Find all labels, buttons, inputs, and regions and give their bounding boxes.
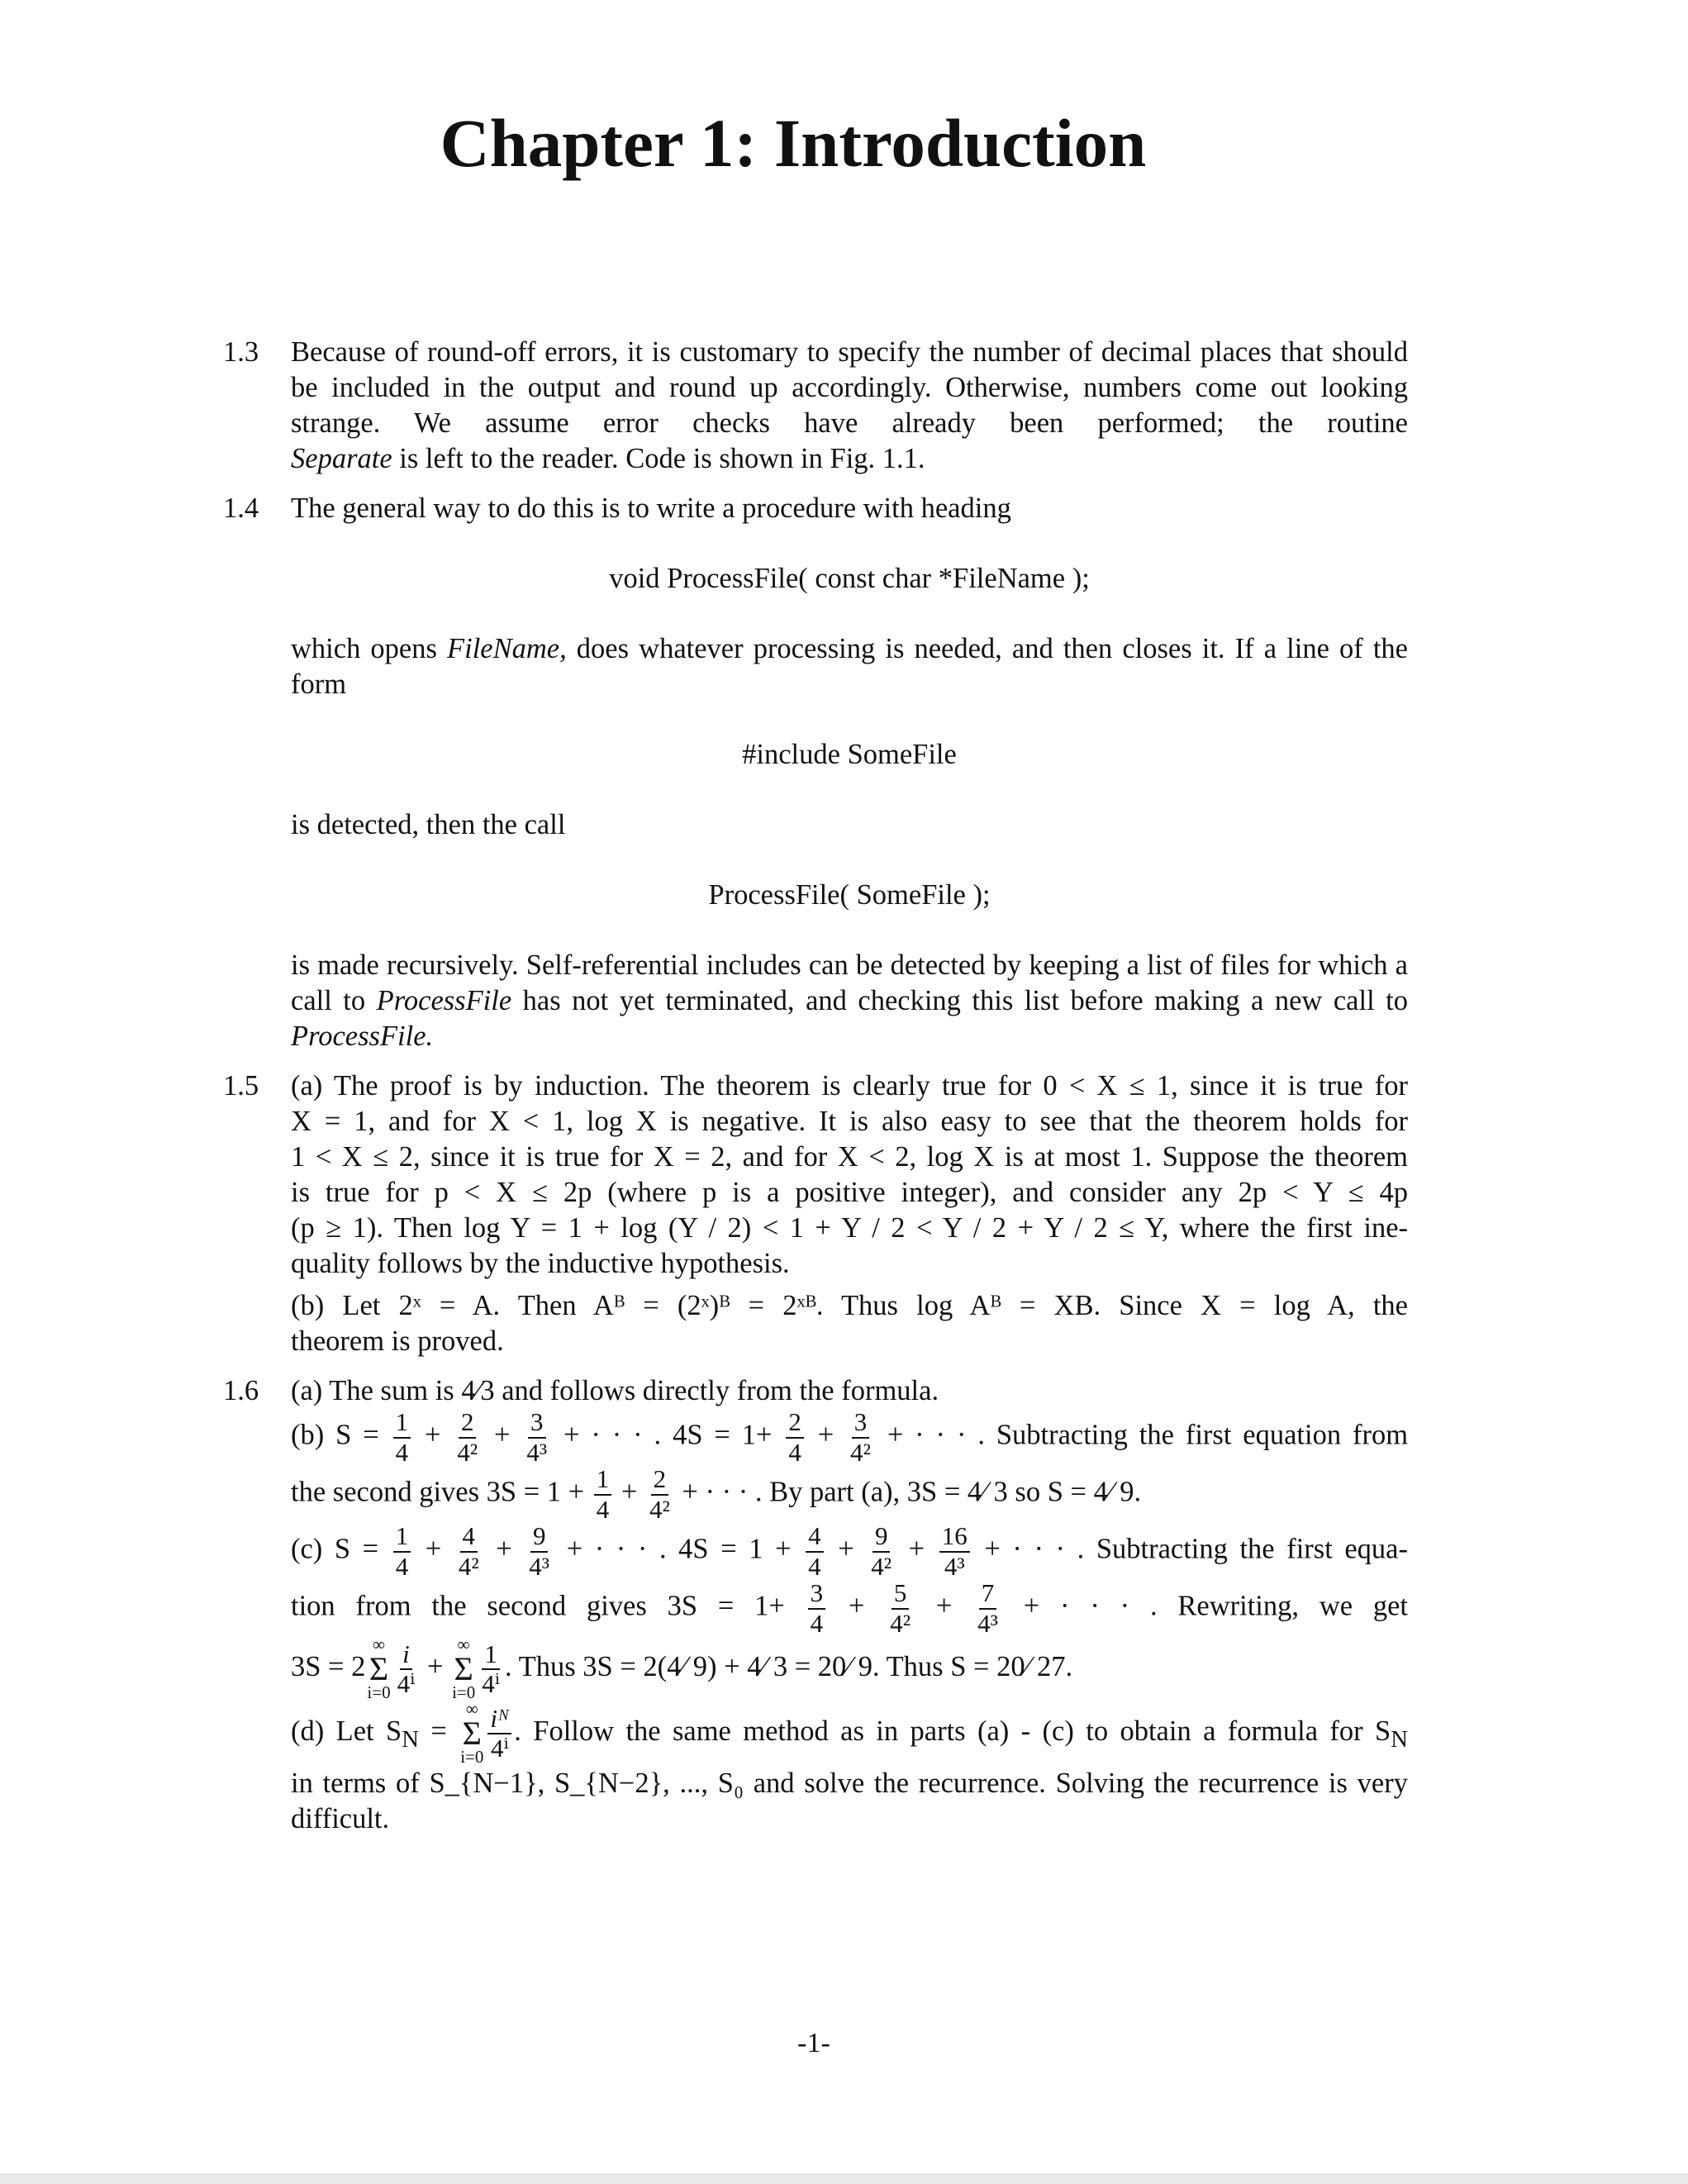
fraction: $\frac{3}{\text{4²}}$ [850, 1407, 871, 1467]
fraction: $\frac{9}{\text{4³}}$ [529, 1521, 550, 1581]
fraction: $\frac{i}{\text{4ⁱ}}$ [397, 1639, 416, 1699]
fraction: $\frac{2}{4}$ [786, 1409, 804, 1466]
exercise-text: is detected, then the call [291, 809, 566, 840]
fraction: $\frac{1}{\text{4ⁱ}}$ [482, 1639, 500, 1699]
formula-line: (c) S = $\frac{1}{4}$ + $\frac{4}{\text{4²}}$ + $\frac{9}{\text{4³}}$ + · · · . 4S = 1 + $\frac{4}{4}$ + $\frac{9}{\text{4²}}$ + $\frac{16}{\text{4³}}$ + · · · . Subtracting the first equa- [291, 1521, 1408, 1581]
fraction: $\frac{4}{4}$ [806, 1523, 824, 1580]
code-line: #include SomeFile [742, 739, 957, 770]
formula-line: (b) S = $\frac{1}{4}$ + $\frac{2}{\text{4²}}$ + $\frac{3}{\text{4³}}$ + · · · . 4S = 1+ $\frac{2}{4}$ + $\frac{3}{\text{4²}}$ + · · · . Subtracting the first equation from [291, 1407, 1409, 1467]
fraction: $\frac{4}{\text{4²}}$ [458, 1521, 479, 1581]
code-line: void ProcessFile( const char *FileName ); [609, 563, 1090, 594]
formula-line: the second gives 3S = 1 + $\frac{1}{4}$ + $\frac{2}{\text{4²}}$ + · · · . By part (a), 3S = 4⁄ 3 so S = 4⁄ 9. [291, 1464, 1142, 1524]
exercise-number: 1.6 [223, 1375, 259, 1406]
page-bottom-edge [0, 2173, 1688, 2184]
fraction: $\frac{9}{\text{4²}}$ [871, 1521, 892, 1581]
exercise-number: 1.5 [223, 1070, 259, 1102]
fraction: $\frac{3}{\text{4³}}$ [526, 1407, 548, 1467]
fraction: $\frac{1}{4}$ [393, 1523, 411, 1580]
routine-name: Separate [291, 443, 392, 474]
fraction: $\frac{2}{\text{4²}}$ [457, 1407, 478, 1467]
formula-line: 3S = 2 ∞ Σ i=0 $\frac{i}{\text{4ⁱ}}$ + ∞ Σ i=0 $\frac{1}{\text{4ⁱ}}$ . Thus 3S = 2(4⁄ 9) + 4⁄ 3 = 20⁄ 9. Thus S = 20⁄ 27. [291, 1634, 1073, 1703]
fraction: $\frac{3}{4}$ [808, 1580, 826, 1637]
fraction: $\frac{16}{\text{4³}}$ [939, 1523, 970, 1580]
page-number: -1- [797, 2028, 830, 2058]
exercise-text: Because of round-off errors, it is customary to specify the number of decimal places that should be included in the output and round up accordingly. Otherwise, numbers come out looking strange. We assume error checks have already been performed; the routine [291, 336, 1408, 439]
exercise-number: 1.3 [223, 336, 259, 368]
fraction: $\frac{1}{4}$ [594, 1466, 612, 1523]
exercise-1-5: 1.5 (a) The proof is by induction. The theorem is clearly true for 0 < X ≤ 1, since it is true for X = 1, and for X < 1, log X is negative. It is also easy to see that the theorem holds for 1 < X ≤ 2, since it is true for X = 2, and for X < 2, log X is at most 1. Suppose the theorem is true for p < X ≤ 2p (where p is a positive integer), and consider any 2p < Y ≤ 4p (p ≥ 1). Then log Y = 1 + log (Y / 2) < 1 + Y / 2 < Y / 2 + Y / 2 ≤ Y, where the first ine- quality follows by the inductive hypothesis. (b) Let 2ˣ = A. Then Aᴮ = (2ˣ)ᴮ = 2ˣᴮ. Thus log Aᴮ = XB. Since X = log A, the theorem is proved. [223, 1070, 1408, 1357]
exercise-1-4: 1.4 The general way to do this is to write a procedure with heading void ProcessFile( const char *FileName ); which opens FileName, does whatever processing is needed, and then closes it. If a line of the form #include SomeFile is detected, then the call ProcessFile( SomeFile ); is made recursively. Self-referential includes can be detected by keeping a list of files for which a call to ProcessFile has not yet terminated, and checking this list before making a new call to ProcessFile. [223, 492, 1408, 1052]
code-line: ProcessFile( SomeFile ); [708, 879, 991, 911]
formula-line: tion from the second gives 3S = 1+ $\frac{3}{4}$ + $\frac{5}{\text{4²}}$ + $\frac{7}{\text{4³}}$ + · · · . Rewriting, we get [291, 1578, 1409, 1638]
exercise-1-3: 1.3 Because of round-off errors, it is customary to specify the number of decimal places that should be included in the output and round up accordingly. Otherwise, numbers come out looking strange. We assume error checks have already been performed; the routine Separate is left to the reader. Code is shown in Fig. 1.1. [223, 336, 1408, 474]
fraction: $\frac{2}{\text{4²}}$ [649, 1464, 670, 1524]
exercise-number: 1.4 [223, 492, 259, 524]
summation: ∞ Σ i=0 [367, 1634, 391, 1703]
exercise-1-6: 1.6 (a) The sum is 4⁄3 and follows directly from the formula. (b) S = $\frac{1}{4}$ + $\frac{2}{\text{4²}}$ + $\frac{3}{\text{4³}}$ + · · · . 4S = 1+ $\frac{2}{4}$ + $\frac{3}{\text{4²}}$ + · · · . Subtracting the first equation from the second gives 3S = 1 + $\frac{1}{4}$ + $\frac{2}{\text{4²}}$ + · · · . By part (a), 3S = 4⁄ 3 so S = 4⁄ 9. (c) S = $\frac{1}{4}$ + $\frac{4}{\text{4²}}$ + $\frac{9}{\text{4³}}$ + · · · . 4S = 1 + $\frac{4}{4}$ + $\frac{9}{\text{4²}}$ + $\frac{16}{\text{4³}}$ + · · · . Subtracting the first equa- tion from the second gives 3S = 1+ $\frac{3}{4}$ + $\frac{5}{\text{4²}}$ + $\frac{7}{\text{4³}}$ + · · · . Rewriting, we get 3S = 2 ∞ Σ i=0 $\frac{i}{\text{4ⁱ}}$ + ∞ Σ i=0 $\frac{1}{\text{4ⁱ}}$ . Thus 3S = 2(4⁄ 9) + 4⁄ 3 = 20⁄ 9. Thus S = 20⁄ 27. (d) Let $S_N$ = ∞ Σ i=0 $\frac{\text{iᴺ}}{\text{4ⁱ}}$ . Follow the same method as in parts (a) - (c) to obtain a formula for $S_N$ in terms of S_{N−1}, S_{N−2}, ..., S₀ and solve the recurrence. Solving the recurrence is very difficult. [223, 1375, 1409, 1835]
exercise-text: The general way to do this is to write a procedure with heading [291, 492, 1011, 524]
fraction: $\frac{\text{iᴺ}}{\text{4ⁱ}}$ [487, 1706, 511, 1763]
summation: ∞ Σ i=0 [460, 1699, 484, 1768]
formula-line: (d) Let $S_N$ = ∞ Σ i=0 $\frac{\text{iᴺ}}{\text{4ⁱ}}$ . Follow the same method as in parts (a) - (c) to obtain a formula for $S_N$ [291, 1699, 1408, 1768]
fraction: $\frac{5}{\text{4²}}$ [890, 1578, 911, 1638]
fraction: $\frac{7}{\text{4³}}$ [977, 1578, 998, 1638]
solutions-body [223, 335, 1408, 1851]
summation: ∞ Σ i=0 [452, 1634, 476, 1703]
page-title: Chapter 1: Introduction [440, 105, 1147, 181]
fraction: $\frac{1}{4}$ [393, 1409, 411, 1466]
